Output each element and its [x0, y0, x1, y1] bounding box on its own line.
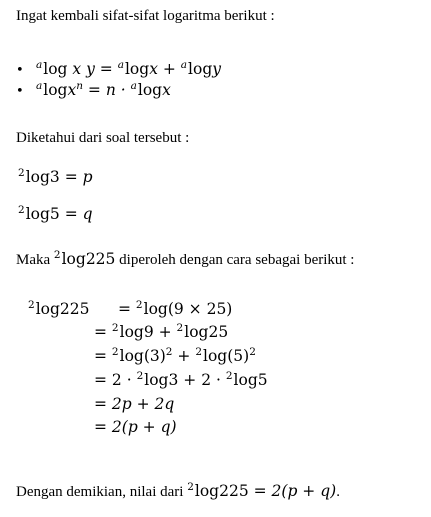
derivation-lhs: $^2$log225 [28, 299, 90, 318]
derivation-step-2: = $^2$log9 + $^2$log25 [94, 322, 229, 341]
property-2: • $^a$logx$^n$ = n · $^a$logx [16, 80, 171, 99]
derivation-step-5: = 2p + 2q [94, 395, 175, 413]
bullet-icon: • [16, 63, 24, 78]
derivation-step-1: = $^2$log(9 × 25) [118, 299, 233, 318]
conclusion-line: Dengan demikian, nilai dari $^2$log225 = 2(p + q). [16, 481, 340, 500]
property-1: • $^a$log x y = $^a$logx + $^a$logy [16, 59, 222, 78]
intro-text: Ingat kembali sifat-sifat logaritma berikut : [16, 8, 275, 24]
derivation-step-4: = 2 · $^2$log3 + 2 · $^2$log5 [94, 370, 268, 389]
bullet-icon: • [16, 84, 24, 99]
known-equation-1: $^2$log3 = p [18, 167, 93, 186]
derivation-step-3: = $^2\log(3)^2 + ^2\log(5)^2$ [94, 346, 256, 365]
derivation-step-6: = 2(p + q) [94, 418, 177, 436]
known-equation-2: $^2$log5 = q [18, 204, 93, 223]
known-intro-text: Diketahui dari soal tersebut : [16, 130, 190, 146]
maka-line: Maka $^2$log225 diperoleh dengan cara sebagai berikut : [16, 249, 355, 268]
